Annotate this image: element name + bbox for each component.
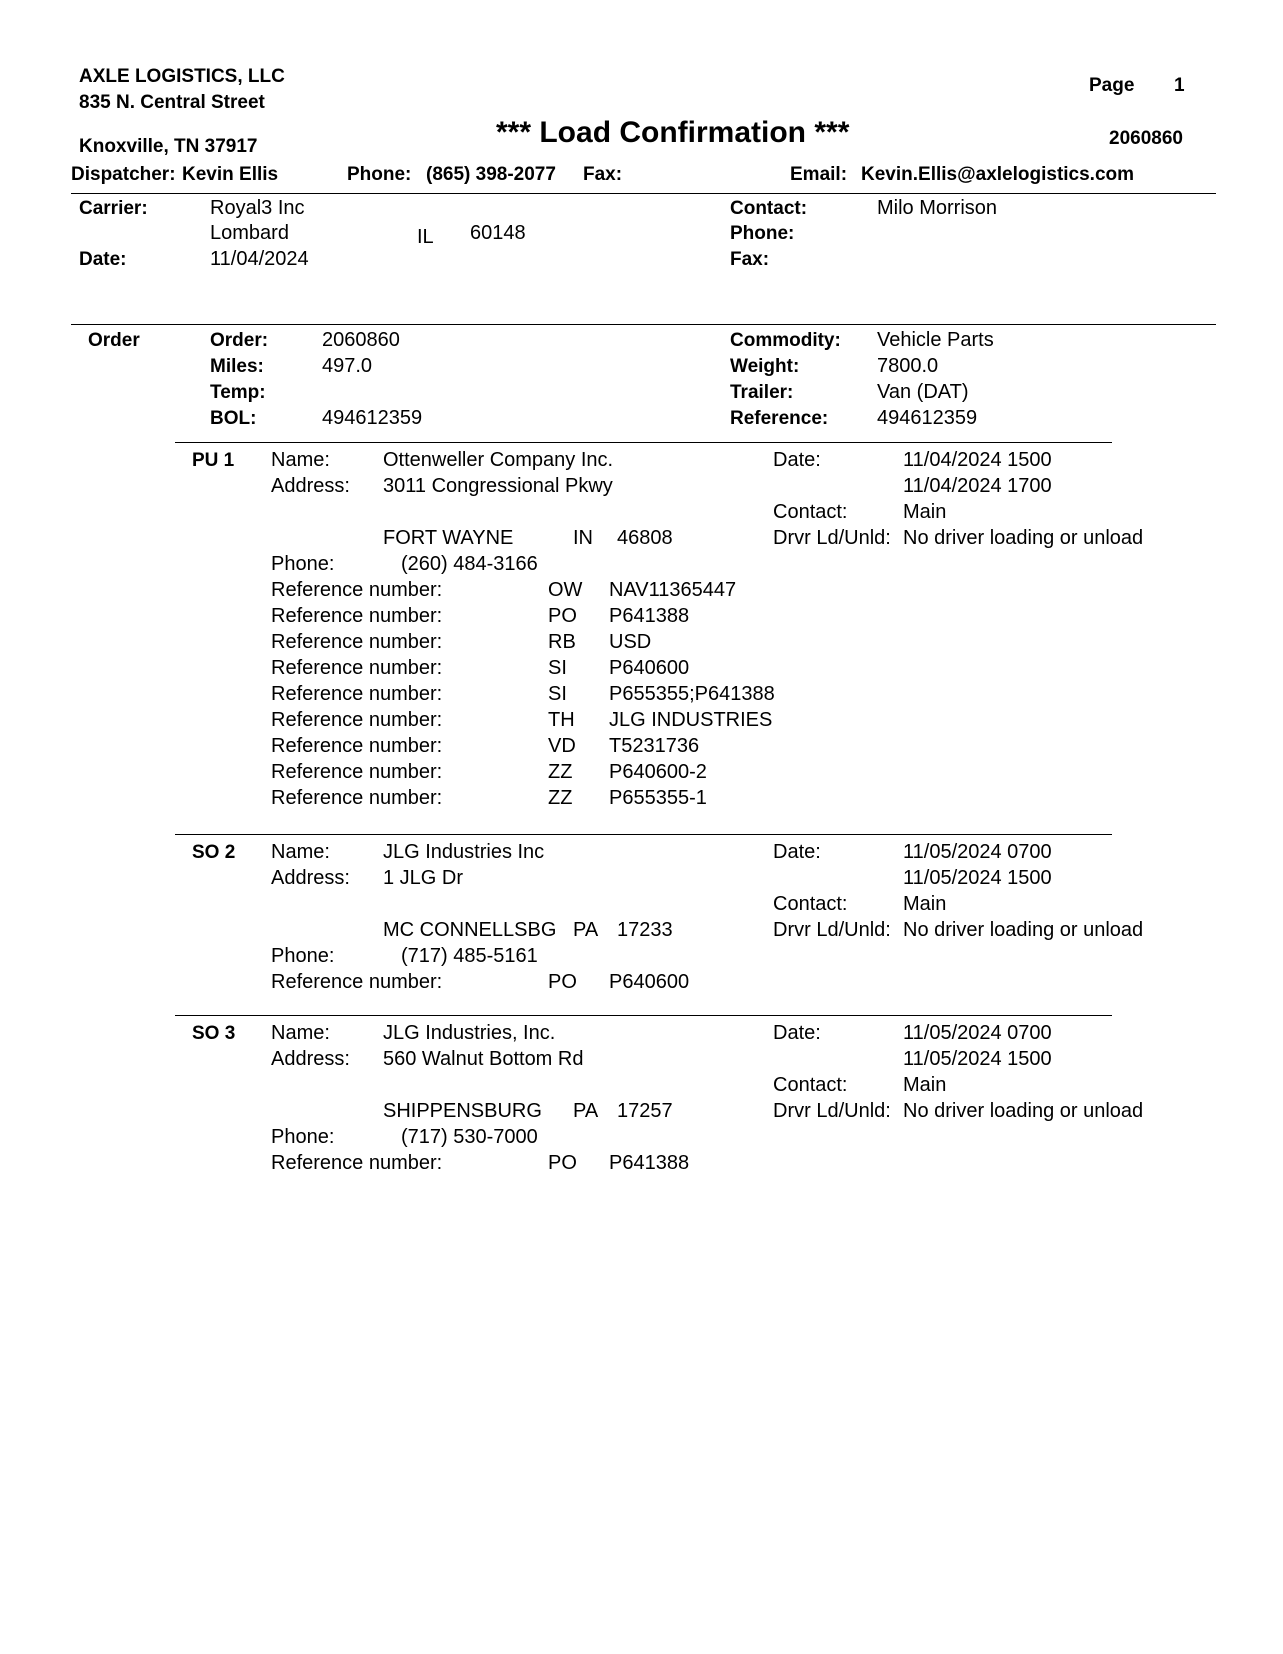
carrier-date: 11/04/2024 (210, 248, 309, 270)
reference-type: SI (548, 683, 567, 705)
trailer-value: Van (DAT) (877, 381, 969, 403)
stop-name-label: Name: (271, 1022, 330, 1044)
stop-date-label: Date: (773, 1022, 821, 1044)
stop-address-label: Address: (271, 867, 350, 889)
stop-zip: 46808 (617, 527, 673, 549)
reference-type: SI (548, 657, 567, 679)
carrier-divider (71, 324, 1216, 325)
stop-address-label: Address: (271, 475, 350, 497)
stop-contact-label: Contact: (773, 893, 848, 915)
carrier-contact: Milo Morrison (877, 197, 998, 219)
stop-address-label: Address: (271, 1048, 350, 1070)
reference-type: PO (548, 971, 577, 993)
reference-number-label: Reference number: (271, 631, 443, 653)
reference-label: Reference: (730, 408, 829, 429)
stop-phone: (717) 530-7000 (401, 1126, 538, 1148)
stop-name: JLG Industries, Inc. (383, 1022, 556, 1044)
stop-phone-label: Phone: (271, 553, 335, 575)
stop-address: 560 Walnut Bottom Rd (383, 1048, 584, 1070)
stop-divider (175, 442, 1112, 443)
reference-value: T5231736 (609, 735, 700, 757)
temp-label: Temp: (210, 382, 266, 403)
stop-date-end: 11/05/2024 1500 (903, 867, 1052, 889)
stop-code: PU 1 (192, 450, 235, 471)
stop-date-start: 11/04/2024 1500 (903, 449, 1052, 471)
dispatcher-fax-label: Fax: (583, 164, 623, 185)
stop-zip: 17233 (617, 919, 673, 941)
bol-label: BOL: (210, 408, 257, 429)
dispatcher-email-label: Email: (790, 164, 848, 185)
carrier-contact-label: Contact: (730, 198, 808, 219)
reference-value: P641388 (609, 1152, 690, 1174)
load-number: 2060860 (1109, 128, 1183, 149)
stop-date-end: 11/05/2024 1500 (903, 1048, 1052, 1070)
stop-contact: Main (903, 501, 947, 523)
carrier-city: Lombard (210, 222, 289, 244)
reference-number-label: Reference number: (271, 605, 443, 627)
carrier-name: Royal3 Inc (210, 197, 305, 219)
reference-type: ZZ (548, 787, 573, 809)
stop-date-label: Date: (773, 841, 821, 863)
miles-value: 497.0 (322, 355, 373, 377)
stop-name: Ottenweller Company Inc. (383, 449, 614, 471)
reference-number-label: Reference number: (271, 1152, 443, 1174)
commodity-label: Commodity: (730, 330, 841, 351)
reference-value: P640600-2 (609, 761, 707, 783)
order-number: 2060860 (322, 329, 400, 351)
stop-date-start: 11/05/2024 0700 (903, 841, 1052, 863)
commodity-value: Vehicle Parts (877, 329, 994, 351)
stop-contact: Main (903, 1074, 947, 1096)
reference-value: 494612359 (877, 407, 978, 429)
reference-type: PO (548, 605, 577, 627)
stop-state: PA (573, 919, 599, 941)
dispatcher-name: Kevin Ellis (182, 164, 279, 185)
reference-value: JLG INDUSTRIES (609, 709, 773, 731)
stop-address: 3011 Congressional Pkwy (383, 475, 613, 497)
stop-state: PA (573, 1100, 599, 1122)
stop-drvr-label: Drvr Ld/Unld: (773, 919, 891, 941)
stop-name-label: Name: (271, 449, 330, 471)
stop-drvr-label: Drvr Ld/Unld: (773, 527, 891, 549)
reference-value: USD (609, 631, 652, 653)
miles-label: Miles: (210, 356, 264, 377)
reference-type: ZZ (548, 761, 573, 783)
company-city: Knoxville, TN 37917 (79, 136, 258, 157)
reference-value: NAV11365447 (609, 579, 737, 601)
header-divider (71, 193, 1216, 194)
reference-type: TH (548, 709, 575, 731)
reference-number-label: Reference number: (271, 971, 443, 993)
reference-type: RB (548, 631, 576, 653)
dispatcher-phone-label: Phone: (347, 164, 412, 185)
carrier-fax-label: Fax: (730, 249, 770, 270)
reference-number-label: Reference number: (271, 683, 443, 705)
reference-value: P640600 (609, 657, 690, 679)
stop-phone-label: Phone: (271, 945, 335, 967)
bol-value: 494612359 (322, 407, 423, 429)
stop-drvr: No driver loading or unload (903, 1100, 1144, 1122)
stop-zip: 17257 (617, 1100, 673, 1122)
reference-value: P655355-1 (609, 787, 707, 809)
carrier-phone-label: Phone: (730, 223, 795, 244)
stop-phone: (260) 484-3166 (401, 553, 538, 575)
reference-number-label: Reference number: (271, 709, 443, 731)
reference-number-label: Reference number: (271, 657, 443, 679)
stop-divider (175, 1015, 1112, 1016)
reference-number-label: Reference number: (271, 735, 443, 757)
stop-code: SO 2 (192, 842, 236, 863)
stop-phone-label: Phone: (271, 1126, 335, 1148)
stop-city: FORT WAYNE (383, 527, 514, 549)
stop-drvr: No driver loading or unload (903, 919, 1144, 941)
dispatcher-email: Kevin.Ellis@axlelogistics.com (861, 164, 1135, 185)
carrier-state: IL (417, 226, 434, 248)
weight-value: 7800.0 (877, 355, 939, 377)
reference-number-label: Reference number: (271, 787, 443, 809)
page-number: 1 (1174, 75, 1185, 96)
reference-type: OW (548, 579, 583, 601)
page-title: *** Load Confirmation *** (496, 116, 850, 149)
stop-code: SO 3 (192, 1023, 236, 1044)
order-section-label: Order (88, 330, 140, 351)
stop-phone: (717) 485-5161 (401, 945, 538, 967)
reference-value: P640600 (609, 971, 690, 993)
carrier-label: Carrier: (79, 198, 148, 219)
company-street: 835 N. Central Street (79, 92, 265, 113)
stop-contact-label: Contact: (773, 501, 848, 523)
reference-type: VD (548, 735, 576, 757)
page-label: Page (1089, 75, 1135, 96)
stop-contact: Main (903, 893, 947, 915)
company-name: AXLE LOGISTICS, LLC (79, 66, 285, 87)
reference-number-label: Reference number: (271, 761, 443, 783)
reference-value: P641388 (609, 605, 690, 627)
stop-drvr: No driver loading or unload (903, 527, 1144, 549)
stop-date-start: 11/05/2024 0700 (903, 1022, 1052, 1044)
stop-city: MC CONNELLSBG (383, 919, 557, 941)
stop-date-label: Date: (773, 449, 821, 471)
order-label: Order: (210, 330, 269, 351)
stop-name: JLG Industries Inc (383, 841, 545, 863)
stop-divider (175, 834, 1112, 835)
stop-name-label: Name: (271, 841, 330, 863)
carrier-zip: 60148 (470, 222, 526, 244)
stop-state: IN (573, 527, 593, 549)
dispatcher-phone: (865) 398-2077 (426, 164, 556, 185)
weight-label: Weight: (730, 356, 800, 377)
stop-address: 1 JLG Dr (383, 867, 464, 889)
carrier-date-label: Date: (79, 249, 127, 270)
dispatcher-label: Dispatcher: (71, 164, 176, 185)
stop-drvr-label: Drvr Ld/Unld: (773, 1100, 891, 1122)
stop-contact-label: Contact: (773, 1074, 848, 1096)
trailer-label: Trailer: (730, 382, 794, 403)
reference-number-label: Reference number: (271, 579, 443, 601)
reference-value: P655355;P641388 (609, 683, 775, 705)
reference-type: PO (548, 1152, 577, 1174)
stop-city: SHIPPENSBURG (383, 1100, 542, 1122)
stop-date-end: 11/04/2024 1700 (903, 475, 1052, 497)
